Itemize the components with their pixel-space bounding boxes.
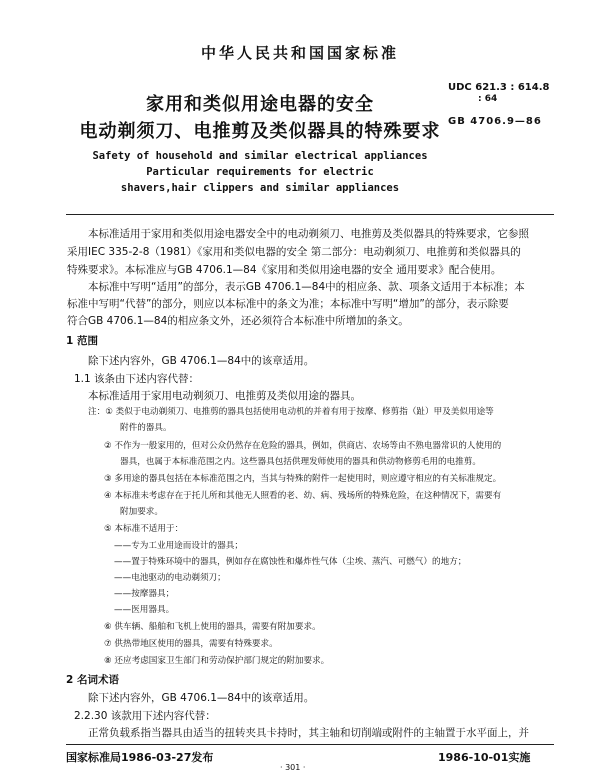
gb-standard-number: GB 4706.9—86 (448, 116, 542, 127)
issue-date: 国家标准局1986-03-27发布 (66, 751, 214, 764)
note-line: ——电池驱动的电动剃须刀； (114, 573, 226, 583)
section-1-heading: 1 范围 (66, 335, 98, 347)
section-1-line: 除下述内容外，GB 4706.1—84中的该章适用。 (88, 355, 315, 367)
note-line: ——置于特殊环境中的器具，例如存在腐蚀性和爆炸性气体（尘埃、蒸汽、可燃气）的地方； (114, 557, 467, 567)
note-line: ④ 本标准未考虑存在于托儿所和其他无人照看的老、幼、病、残场所的特殊危险，在这种情况下，需要有 (104, 491, 502, 501)
note-line: ② 不作为一般家用的，但对公众仍然存在危险的器具，例如，供商店、农场等由不熟电器常识的人使用的 (104, 441, 502, 451)
intro-paragraph-line: 标准中写明“代替”的部分，则应以本标准中的条文为准；本标准中写明“增加”的部分，表示除要 (67, 298, 509, 310)
header-divider (66, 214, 554, 215)
note-line: ⑥ 供车辆、船舶和飞机上使用的器具，需要有附加要求。 (104, 622, 321, 632)
page-number: · 301 · (280, 763, 306, 772)
intro-paragraph-line: 本标准中写明“适用”的部分，表示GB 4706.1—84中的相应条、款、项条文适用于本标准；本 (88, 281, 525, 293)
intro-paragraph-line: 采用IEC 335-2-8（1981）《家用和类似电器的安全 第二部分：电动剃须刀、电推剪和类似器具的 (67, 246, 521, 258)
effective-date: 1986-10-01实施 (438, 751, 531, 764)
english-title-line-3: shavers,hair clippers and similar appliances (120, 182, 400, 194)
note-line: ③ 多用途的器具包括在本标准范围之内，当其与特殊的附件一起使用时，则应遵守相应的有关标准规定。 (104, 474, 502, 484)
clause-2-2-30-heading: 2.2.30 该款用下述内容代替： (74, 710, 216, 722)
note-line: ⑧ 还应考虑国家卫生部门和劳动保护部门规定的附加要求。 (104, 656, 330, 666)
section-1-line: 本标准适用于家用电动剃须刀、电推剪及类似用途的器具。 (88, 390, 361, 402)
note-line: ⑤ 本标准不适用于： (104, 524, 184, 534)
footer-divider (66, 744, 554, 745)
section-2-line: 正常负载系指当器具由适当的扭转夹具卡持时，其主轴和切削端或附件的主轴置于水平面上，并 (88, 727, 529, 739)
section-2-line: 除下述内容外，GB 4706.1—84中的该章适用。 (88, 692, 315, 704)
intro-paragraph-line: 特殊要求》。本标准应与GB 4706.1—84《家用和类似用途电器的安全 通用要求》配合使用。 (67, 264, 502, 276)
note-line: 器具，也属于本标准范围之内。这些器具包括供理发师使用的器具和供动物修剪毛用的电推剪。 (120, 457, 481, 467)
clause-1-1-heading: 1.1 该条由下述内容代替： (74, 373, 200, 385)
chinese-title-line-2: 电动剃须刀、电推剪及类似器具的特殊要求 (79, 121, 441, 142)
note-line: 附件的器具。 (120, 423, 172, 433)
note-line: 附加要求。 (120, 507, 163, 517)
english-title-line-1: Safety of household and similar electrical appliances (92, 150, 428, 162)
udc-code-continuation: : 64 (478, 94, 498, 104)
note-line: ——医用器具。 (114, 605, 175, 615)
udc-code: UDC 621.3 : 614.8 (448, 82, 550, 93)
chinese-title-line-1: 家用和类似用途电器的安全 (146, 94, 374, 115)
standard-category-title: 中华人民共和国国家标准 (200, 44, 399, 62)
note-line: ——按摩器具； (114, 589, 175, 599)
intro-paragraph-line: 本标准适用于家用和类似用途电器安全中的电动剃须刀、电推剪及类似器具的特殊要求，它参照 (88, 228, 529, 240)
note-line: ⑦ 供热带地区使用的器具，需要有特殊要求。 (104, 639, 278, 649)
english-title-line-2: Particular requirements for electric (146, 166, 374, 178)
intro-paragraph-line: 符合GB 4706.1—84的相应条文外，还必须符合本标准中所增加的条文。 (67, 315, 409, 327)
note-line: ——专为工业用途而设计的器具； (114, 541, 243, 551)
note-line: 注：① 类似于电动剃须刀、电推剪的器具包括使用电动机的并着有用于按摩、修剪指（趾）甲及美似用途等 (88, 407, 494, 417)
section-2-heading: 2 名词术语 (66, 674, 119, 686)
